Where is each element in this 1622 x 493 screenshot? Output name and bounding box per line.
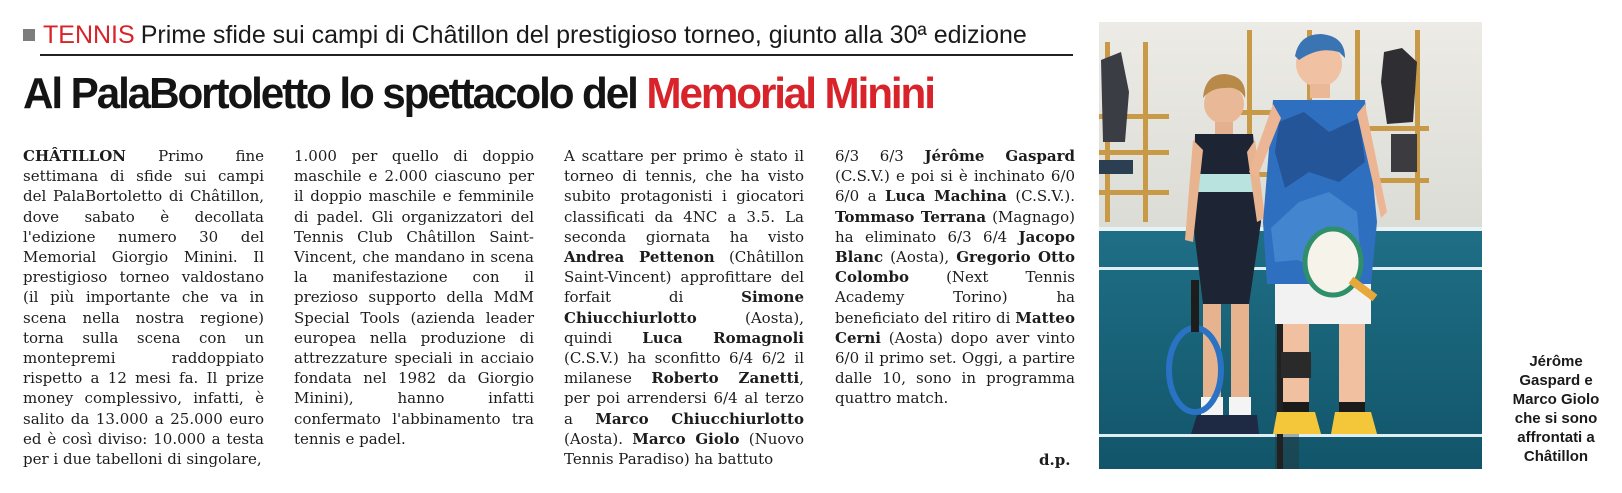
kicker (23, 18, 1073, 52)
column-4-text: (C.S.V.) e poi si è inchinato 6/0 6/0 a (835, 167, 1075, 206)
player-name: Jacopo Blanc (835, 227, 1075, 267)
photo-caption: Jérôme Gaspard e Marco Giolo che si sono affrontati a Châtillon (1512, 353, 1600, 465)
column-4-text: (Magnago) ha eliminato 6/3 6/4 (835, 207, 1075, 246)
column-2-text: 1.000 per quello di doppio maschile e 2.000 ciascuno per il doppio maschile e femminile di padel. Gli organizzatori del Tennis Club Châtillon Saint-Vincent, che mandano in scena la manifestazione con il prezioso supporto della MdM Special Tools (azienda leader europea nella produzione di attrezzature speciali in acciaio fondata nel 1982 da Giorgio Minini), hanno infatti confermato l'abbinamento tra tennis e padel. (294, 147, 534, 448)
player-name: Marco Chiucchiurlotto (595, 409, 804, 428)
column-4-text: (Aosta) dopo aver vinto 6/0 il primo set. Oggi, a partire dalle 10, sono in programma quattro match. (835, 328, 1075, 408)
column-1-text: Primo fine settimana di sfide sui campi del PalaBortoletto di Châtillon, dove sabato è decollata l'edizione numero 30 del Memorial Giorgio Minini. Il prestigioso torneo valdostano (il più importante che va in scena nella nostra regione) torna sulla scena con un montepremi raddoppiato rispetto a 12 mesi fa. Il prize money complessivo, infatti, è salito da 13.000 a 25.000 euro ed è così diviso: 10.000 a testa per i due tabelloni di singolare, (23, 147, 264, 469)
column-3-text: (Châtillon Saint-Vincent) approfittare del forfait di (564, 248, 804, 307)
kicker-rule (40, 54, 1073, 56)
player-name: Marco Giolo (632, 429, 740, 448)
column-3-text: A scattare per primo è stato il torneo di tennis, che ha visto subito protagonisti i giocatori classificati da 4NC a 3.5. La seconda giornata ha visto (564, 147, 804, 246)
player-name: Tommaso Terrana (835, 207, 987, 226)
player-name: Simone Chiucchiurlotto (564, 288, 804, 327)
article-photo (1099, 22, 1482, 469)
column-4-text: 6/3 6/3 (835, 147, 904, 165)
column-3-text: (Nuovo Tennis Paradiso) ha battuto (564, 429, 804, 469)
player-name: Luca Machina (884, 187, 1007, 206)
article-column-1 (23, 146, 264, 469)
column-3-text: (Aosta), quindi (564, 308, 804, 347)
kicker-square-icon (23, 29, 35, 41)
player-name: Roberto Zanetti (651, 369, 800, 388)
player-name: Luca Romagnoli (642, 328, 804, 347)
column-3-text: , per poi arrendersi 6/4 al terzo a (564, 369, 804, 428)
section-label: TENNIS (43, 21, 135, 49)
headline-highlight: Memorial Minini (646, 69, 934, 118)
headline (23, 66, 1033, 122)
column-3-text: (Aosta). (564, 429, 624, 448)
author-signature: d.p. (1039, 451, 1071, 469)
column-4-text: (C.S.V.). (1015, 187, 1075, 206)
column-3-text: (C.S.V.) ha sconfitto 6/4 6/2 il milanese (564, 349, 804, 388)
dateline: CHÂTILLON (23, 147, 126, 165)
article-column-4 (835, 146, 1075, 409)
article-column-2 (294, 146, 534, 449)
player-name: Matteo Cerni (835, 308, 1075, 347)
player-name: Andrea Pettenon (564, 248, 715, 267)
player-name: Jérôme Gaspard (924, 147, 1075, 165)
column-4-text: (Aosta), (890, 248, 950, 267)
kicker-text: Prime sfide sui campi di Châtillon del prestigioso torneo, giunto alla 30ª edizione (140, 21, 1027, 49)
column-4-text: (Next Tennis Academy Torino) ha beneficiato del ritiro di (835, 268, 1075, 327)
player-name: Gregorio Otto Colombo (835, 248, 1075, 287)
headline-main: Al PalaBortoletto lo spettacolo del (23, 69, 637, 118)
article-column-3 (564, 146, 804, 469)
